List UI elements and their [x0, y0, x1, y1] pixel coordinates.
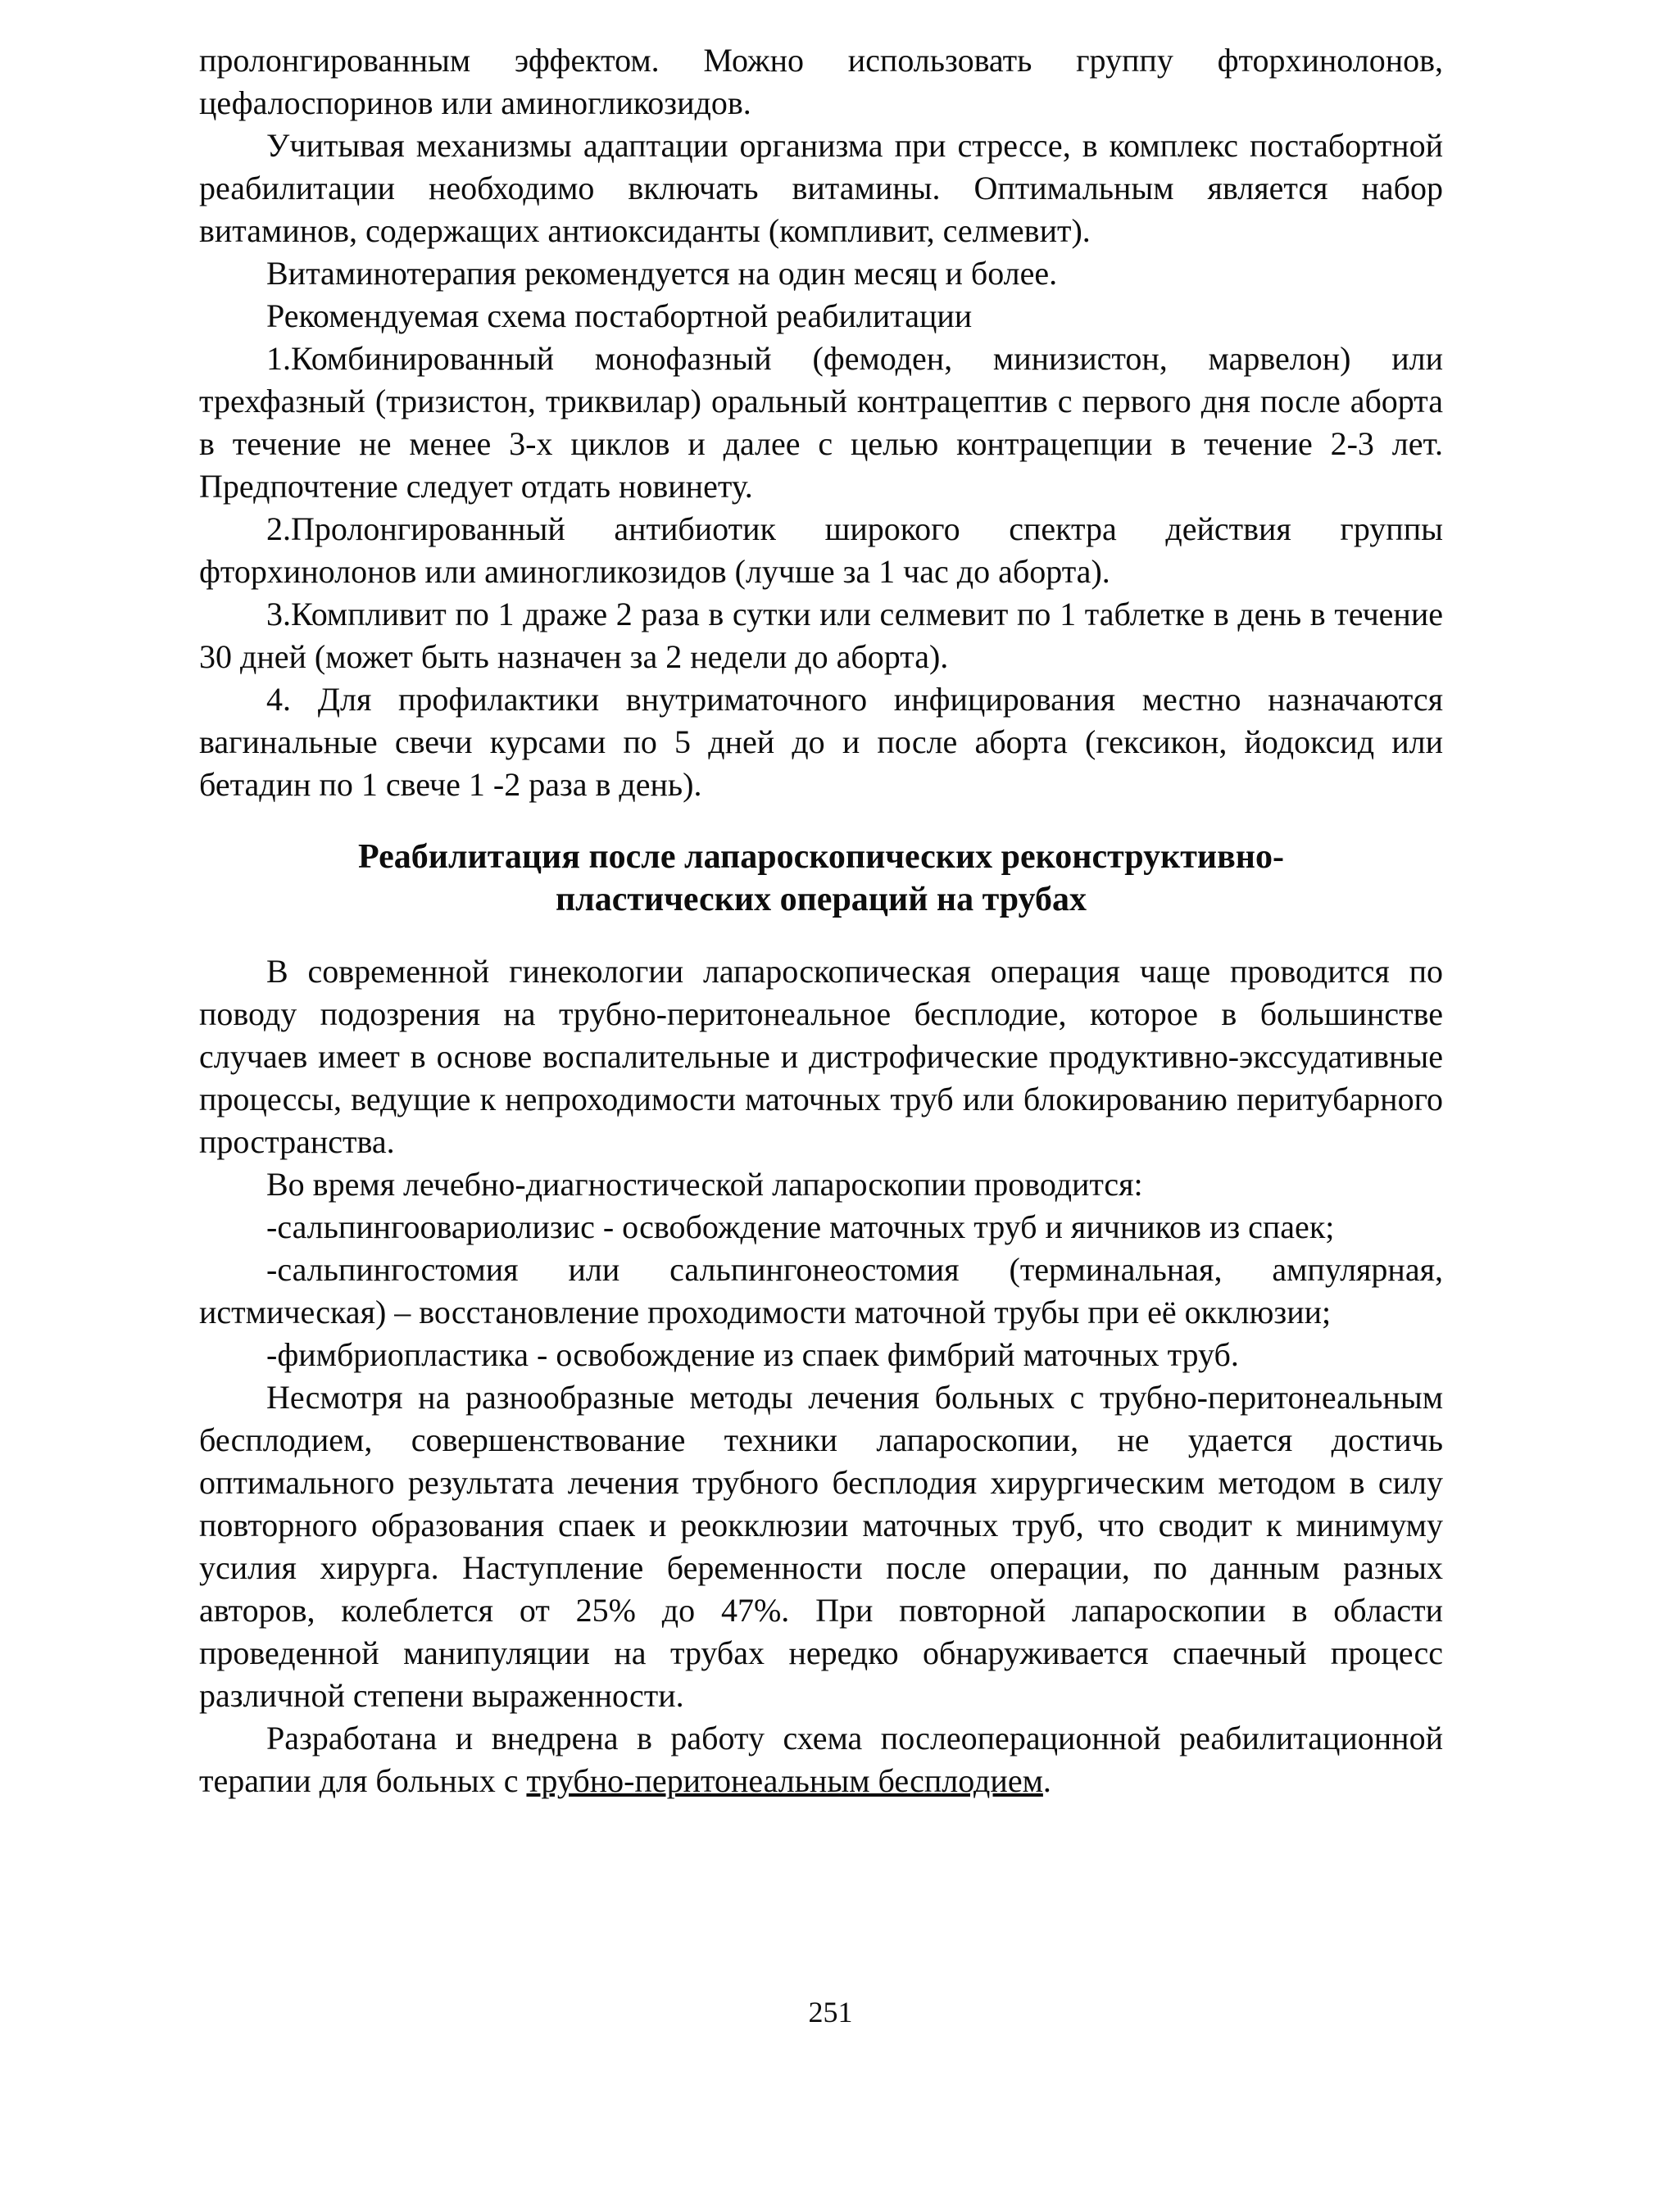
list-item: 2.Пролонгированный антибиотик широкого спектра действия группы фторхинолонов или аминогликозидов (лучше за 1 час до аборта).: [199, 510, 1443, 590]
list-item: -сальпингоовариолизис - освобождение маточных труб и яичников из спаек;: [266, 1208, 1335, 1245]
list-item: 1.Комбинированный монофазный (фемоден, минизистон, марвелон) или трехфазный (тризистон, триквилар) оральный контрацептив с первого дня после аборта в течение не менее 3-х циклов и далее с целью контрацепции в течение 2-3 лет. Предпочтение следует отдать новинету.: [199, 340, 1443, 505]
paragraph: Учитывая механизмы адаптации организма при стрессе, в комплекс постабортной реабилитации необходимо включать витамины. Оптимальным является набор витаминов, содержащих антиоксиданты (компливит, селмевит).: [199, 127, 1443, 249]
paragraph: В современной гинекологии лапароскопическая операция чаще проводится по поводу подозрения на трубно-перитонеальное бесплодие, которое в большинстве случаев имеет в основе воспалительные и дистрофические продуктивно-экссудативные процессы, ведущие к непроходимости маточных труб или блокированию перитубарного пространства.: [199, 953, 1443, 1160]
paragraph: пролонгированным эффектом. Можно использовать группу фторхинолонов, цефалоспоринов или аминогликозидов.: [199, 42, 1443, 121]
section-heading-line: пластических операций на трубах: [555, 881, 1087, 918]
list-item: -фимбриопластика - освобождение из спаек фимбрий маточных труб.: [266, 1336, 1239, 1373]
paragraph: Во время лечебно-диагностической лапароскопии проводится:: [266, 1166, 1143, 1203]
bottom-text-block: [199, 950, 1443, 1802]
paragraph: Рекомендуемая схема постабортной реабилитации: [266, 297, 973, 334]
underlined-term: трубно-перитонеальным бесплодием: [526, 1762, 1043, 1799]
section-heading-line: Реабилитация после лапароскопических реконструктивно-: [358, 838, 1284, 876]
list-item: 4. Для профилактики внутриматочного инфицирования местно назначаются вагинальные свечи курсами по 5 дней до и после аборта (гексикон, йодоксид или бетадин по 1 свече 1 -2 раза в день).: [199, 681, 1443, 803]
list-item: 3.Компливит по 1 драже 2 раза в сутки или селмевит по 1 таблетке в день в течение 30 дней (может быть назначен за 2 недели до аборта).: [199, 596, 1443, 675]
paragraph: Витаминотерапия рекомендуется на один месяц и более.: [266, 255, 1058, 292]
paragraph: Несмотря на разнообразные методы лечения больных с трубно-перитонеальным бесплодием, совершенствование техники лапароскопии, не удается достичь оптимального результата лечения трубного бесплодия хирургическим методом в силу повторного образования спаек и реокклюзии маточных труб, что сводит к минимуму усилия хирурга. Наступление беременности после операции, по данным разных авторов, колеблется от 25% до 47%. При повторной лапароскопии в области проведенной манипуляции на трубах нередко обнаруживается спаечный процесс различной степени выраженности.: [199, 1379, 1443, 1714]
paragraph-last: [199, 1717, 1443, 1802]
paragraph-text: Разработана и внедрена в работу схема послеоперационной реабилитационной терапии для больных с: [199, 1720, 1443, 1799]
paragraph-end: .: [1042, 1762, 1051, 1799]
list-item: -сальпингостомия или сальпингонеостомия (терминальная, ампулярная, истмическая) – восстановление проходимости маточной трубы при её окклюзии;: [199, 1251, 1443, 1330]
page-number: 251: [808, 1996, 853, 2028]
top-text-block: [199, 39, 1443, 806]
section-heading: [199, 836, 1443, 921]
